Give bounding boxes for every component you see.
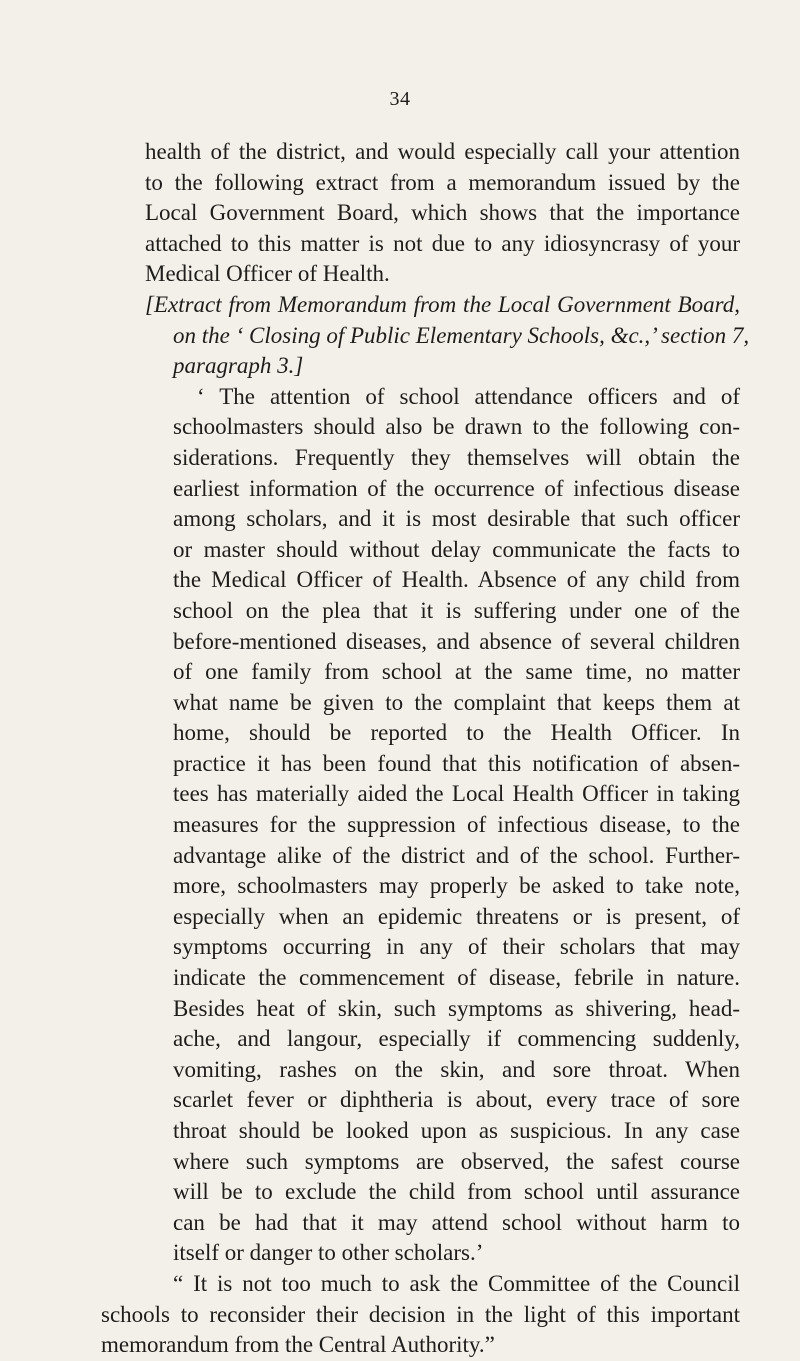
text-line: to the following extract from a memorandum issued by the (145, 169, 740, 195)
quote-line: ache, and langour, especially if commencing suddenly, (173, 1026, 740, 1052)
quote-line: or master should without delay communicate the facts to (173, 536, 740, 562)
quote-line: of one family from school at the same time, no matter (173, 659, 740, 685)
quote-line: practice it has been found that this notification of absen- (173, 750, 740, 776)
quote-line: indicate the commencement of disease, febrile in nature. (173, 965, 740, 991)
citation-line: paragraph 3.] (173, 353, 304, 379)
quote-line: vomiting, rashes on the skin, and sore throat. When (173, 1056, 740, 1082)
quote-line: what name be given to the complaint that keeps them at (173, 689, 740, 715)
quote-line: school on the plea that it is suffering under one of the (173, 597, 740, 623)
text-line: schools to reconsider their decision in the light of this important (101, 1301, 740, 1327)
quote-line: throat should be looked upon as suspicious. In any case (173, 1118, 740, 1143)
quote-line: can be had that it may attend school without harm to (173, 1209, 740, 1235)
quote-line: itself or danger to other scholars.’ (173, 1240, 484, 1266)
quote-line: more, schoolmasters may properly be asked to take note, (173, 873, 740, 899)
quote-line: advantage alike of the district and of the school. Further- (173, 842, 740, 868)
quote-line: scarlet fever or diphtheria is about, every trace of sore (173, 1087, 740, 1113)
quote-line: among scholars, and it is most desirable that such officer (173, 506, 740, 532)
quote-line: will be to exclude the child from school until assurance (173, 1179, 740, 1205)
quote-line: symptoms occurring in any of their scholars that may (173, 934, 740, 960)
quote-line: home, should be reported to the Health Officer. In (173, 720, 740, 746)
quote-line: schoolmasters should also be drawn to the following con- (173, 414, 740, 440)
quote-line: before-mentioned diseases, and absence of several children (173, 628, 740, 654)
quote-line: especially when an epidemic threatens or is present, of (173, 903, 740, 929)
text-line: attached to this matter is not due to any idiosyncrasy of your (145, 230, 740, 256)
quote-line: measures for the suppression of infectious disease, to the (173, 812, 740, 838)
quote-line: where such symptoms are observed, the safest course (173, 1148, 740, 1174)
text-line: Local Government Board, which shows that the importance (145, 200, 740, 226)
quote-line: the Medical Officer of Health. Absence of any child from (173, 567, 740, 593)
quote-line: tees has materially aided the Local Health Officer in taking (173, 781, 740, 807)
quote-line: Besides heat of skin, such symptoms as shivering, head- (173, 995, 740, 1021)
text-line: “ It is not too much to ask the Committee of the Council (173, 1270, 740, 1296)
quote-line: earliest information of the occurrence of infectious disease (173, 475, 740, 501)
citation-line: [Extract from Memorandum from the Local Government Board, (145, 291, 740, 317)
body-text (101, 137, 750, 1361)
quote-line: ‘ The attention of school attendance officers and of (197, 383, 740, 409)
text-line: health of the district, and would especially call your attention (145, 139, 740, 164)
text-line: memorandum from the Central Authority.” (101, 1332, 495, 1358)
page-number: 34 (389, 88, 411, 110)
text-line: Medical Officer of Health. (145, 261, 390, 287)
citation-line: on the ‘ Closing of Public Elementary Schools, &c.,’ section 7, (173, 322, 750, 348)
quote-line: siderations. Frequently they themselves will obtain the (173, 444, 740, 470)
